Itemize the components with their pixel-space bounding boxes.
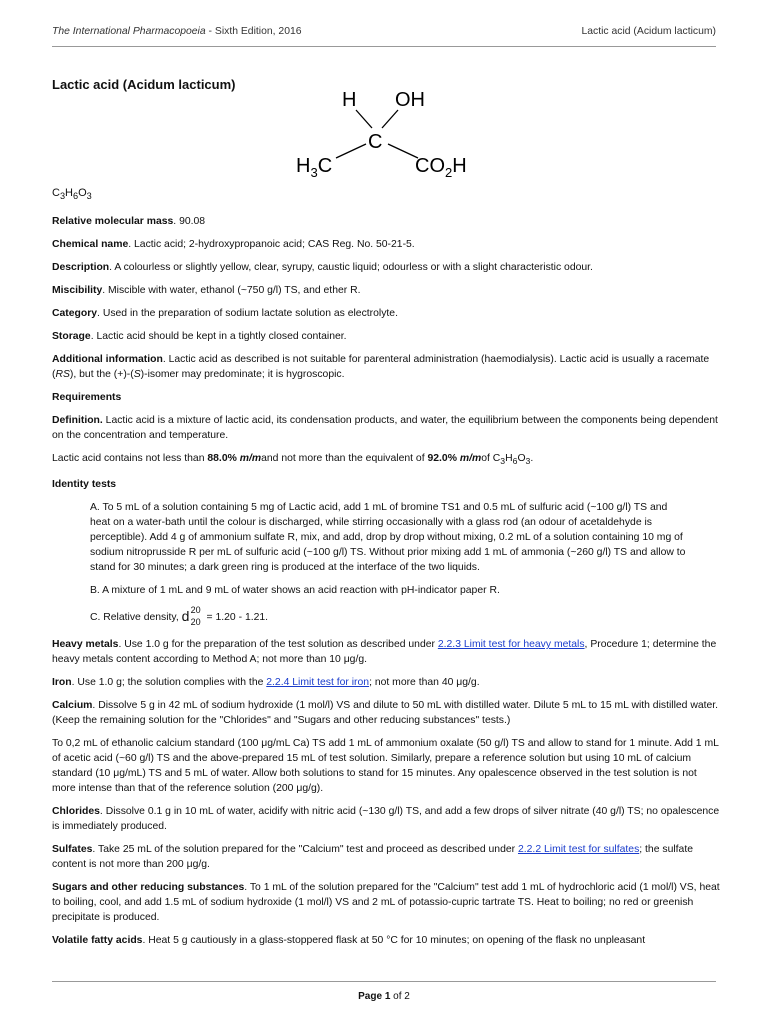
- monograph-title: Lactic acid (Acidum lacticum): [52, 77, 236, 92]
- sulfates: Sulfates. Take 25 mL of the solution prepared for the "Calcium" test and proceed as described under 2.2.2 Limit test for sulfates; the sulfate content is not more than 200 μg/g.: [52, 844, 693, 871]
- structural-formula: [290, 82, 480, 187]
- identity-test-b: B. A mixture of 1 mL and 9 mL of water shows an acid reaction with pH-indicator paper R.: [90, 585, 500, 597]
- calcium: Calcium. Dissolve 5 g in 42 mL of sodium hydroxide (1 mol/l) VS and dilute to 50 mL with distilled water. Dilute 5 mL to 15 mL with distilled water. (Keep the remaining solution for the "Chlorides" and "Sugars and other reducing substances" tests.): [52, 700, 719, 727]
- molecular-formula: $C_3H_6O_3$: [52, 187, 92, 202]
- running-header: [52, 26, 716, 37]
- group-co2h: $CO_2H$: [415, 155, 467, 180]
- atom-h: H: [342, 89, 357, 111]
- header-left: [52, 26, 302, 37]
- iron-link[interactable]: 2.2.4 Limit test for iron: [266, 677, 370, 689]
- volatile-fatty-acids: Volatile fatty acids. Heat 5 g cautiously in a glass-stoppered flask at 50 °C for 10 minutes; on opening of the flask no unpleasant: [52, 935, 646, 947]
- identity-tests-heading: Identity tests: [52, 479, 117, 491]
- footer-rule: [52, 981, 716, 982]
- sugars-reducing-substances: Sugars and other reducing substances. To 1 mL of the solution prepared for the "Calcium" test add 1 mL of hydrochloric acid (1 mol/l) VS, heat to boiling, cool, and add 1.5 mL of sodium hydroxide (1 mol/l) VS and 2 mL of potassio-cupric tartrate TS. Heat to boiling; no red or greenish precipitate is produced.: [52, 882, 720, 924]
- content-limits: Lactic acid contains not less than 88.0% m/mand not more than the equivalent of 92.0% m/mof $C_3H_6O_3$.: [52, 453, 534, 467]
- bond-c-oh: [382, 110, 398, 128]
- bond-c-ch3: [336, 144, 366, 158]
- identity-test-a: A. To 5 mL of a solution containing 5 mg of Lactic acid, add 1 mL of bromine TS1 and 0.5 mL of sulfuric acid (~100 g/l) TS and heat on a water-bath until the colour is discharged, while stirring occasionally with a glass rod (an odour of acetaldehyde is perceptible). Add 4 g of ammonium sulfate R, mix, and add, drop by drop without mixing, 0.2 mL of a solution containing 10 mg of sodium nitroprusside R per mL of sulfuric acid (~100 g/l) TS. Without prior mixing add 1 mL of ammonia (~260 g/l) TS and allow to stand for 30 minutes; a dark green ring is produced at the interface of the two liquids.: [90, 502, 686, 574]
- heavy-metals: Heavy metals. Use 1.0 g for the preparation of the test solution as described under 2.2.3 Limit test for heavy metals, Procedure 1; determine the heavy metals content according to Method A; not more than 10 μg/g.: [52, 639, 717, 666]
- chlorides: Chlorides. Dissolve 0.1 g in 10 mL of water, acidify with nitric acid (~130 g/l) TS, and add a few drops of silver nitrate (40 g/l) TS; no opalescence is immediately produced.: [52, 806, 720, 833]
- definition: Definition. Lactic acid is a mixture of lactic acid, its condensation products, and water, the equilibrium between the components being dependent on the concentration and temperature.: [52, 415, 718, 442]
- atom-c: C: [368, 131, 383, 153]
- sulfates-link[interactable]: 2.2.2 Limit test for sulfates: [517, 844, 640, 856]
- bond-c-h: [356, 110, 372, 128]
- header-rule: [52, 46, 716, 47]
- identity-test-c: C. Relative density, d 20 20 = 1.20 - 1.21.: [90, 604, 269, 627]
- miscibility: Miscibility. Miscible with water, ethanol (~750 g/l) TS, and ether R.: [52, 285, 361, 297]
- atom-oh: OH: [395, 89, 425, 111]
- category: Category. Used in the preparation of sodium lactate solution as electrolyte.: [52, 308, 398, 320]
- calcium-procedure: To 0,2 mL of ethanolic calcium standard (100 μg/mL Ca) TS add 1 mL of ammonium oxalate (50 g/l) TS and allow to stand for 1 minute. Add 1 mL of acetic acid (~60 g/l) TS and the above-prepared 15 mL of test solution. Similarly, prepare a reference solution but using 10 mL of calcium standard (10 μg/mL) TS and 5 mL of water. Allow both solutions to stand for 15 minutes. Any opalescence observed in the test solution is not more intense than that of the reference solution (200 μg/g).: [52, 738, 719, 795]
- header-edition: - Sixth Edition, 2016: [205, 26, 302, 37]
- header-right: Lactic acid (Acidum lacticum): [581, 26, 716, 37]
- requirements-heading: Requirements: [52, 392, 122, 404]
- group-h3c: $H_3C$: [296, 155, 333, 180]
- iron: Iron. Use 1.0 g; the solution complies with the 2.2.4 Limit test for iron; not more than 40 μg/g.: [52, 677, 480, 689]
- heavy-metals-link[interactable]: 2.2.3 Limit test for heavy metals: [437, 639, 585, 651]
- relative-density-symbol: d 20 20: [181, 604, 201, 627]
- additional-information: Additional information. Lactic acid as described is not suitable for parenteral administration (haemodialysis). Lactic acid is usually a racemate (RS), but the (+)-(S)-isomer may predominate; it is hygroscopic.: [52, 354, 710, 381]
- description: Description. A colourless or slightly yellow, clear, syrupy, caustic liquid; odourless or with a slight characteristic odour.: [52, 262, 593, 274]
- storage: Storage. Lactic acid should be kept in a tightly closed container.: [52, 331, 347, 343]
- monograph-body: [52, 186, 720, 956]
- relative-molecular-mass: Relative molecular mass. 90.08: [52, 216, 206, 228]
- bond-c-co2h: [388, 144, 418, 158]
- chemical-name: Chemical name. Lactic acid; 2-hydroxypropanoic acid; CAS Reg. No. 50-21-5.: [52, 239, 415, 251]
- page-number: Page 1 of 2: [358, 991, 410, 1002]
- header-publication: The International Pharmacopoeia: [52, 26, 206, 37]
